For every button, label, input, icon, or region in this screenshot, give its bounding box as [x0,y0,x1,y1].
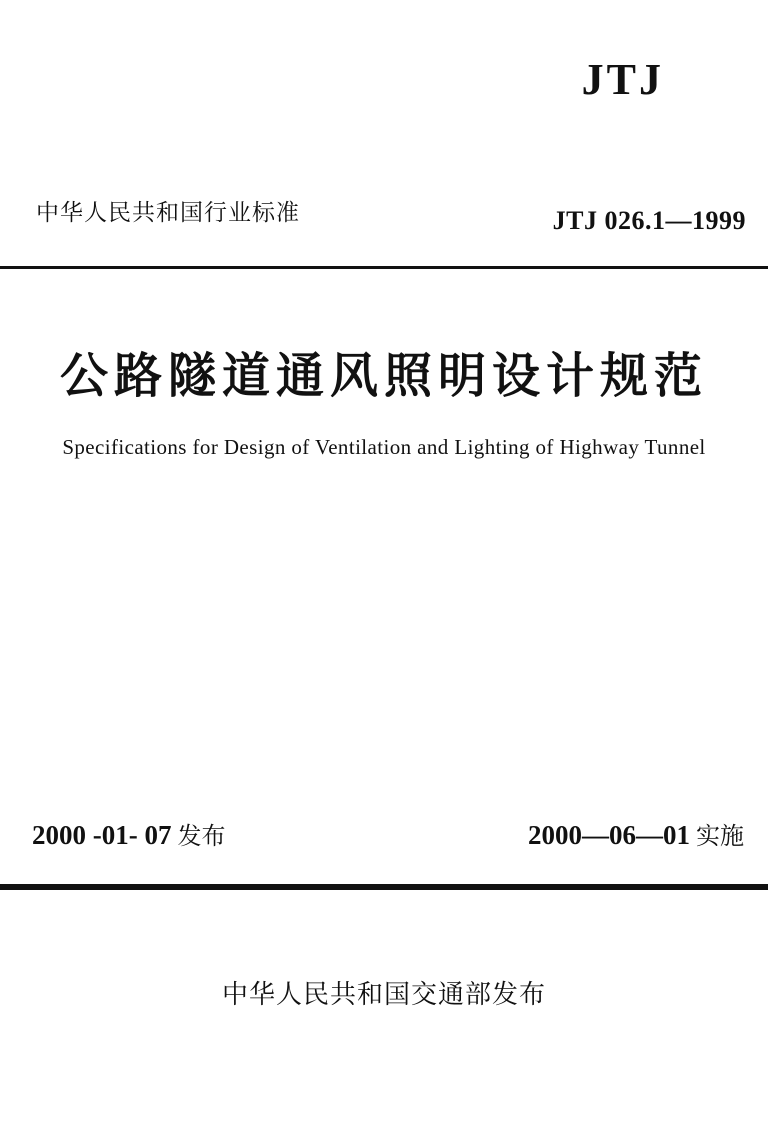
industry-standard-label: 中华人民共和国行业标准 [36,200,300,226]
effective-label: 实施 [696,822,744,850]
series-code: JTJ [581,55,664,104]
effective-date: 2000—06—01 [528,820,690,850]
issue-label: 发布 [177,822,226,850]
top-divider [0,266,768,269]
standard-number: JTJ 026.1—1999 [552,206,746,235]
effective-date-block [528,822,744,849]
issue-date-block [32,822,225,849]
document-title-chinese: 公路隧道通风照明设计规范 [59,348,708,404]
document-title-english: Specifications for Design of Ventilation and Lighting of Highway Tunnel [62,435,706,459]
issue-date: 2000 -01- 07 [32,820,172,850]
publisher: 中华人民共和国交通部发布 [221,980,546,1010]
bottom-divider [0,884,768,890]
